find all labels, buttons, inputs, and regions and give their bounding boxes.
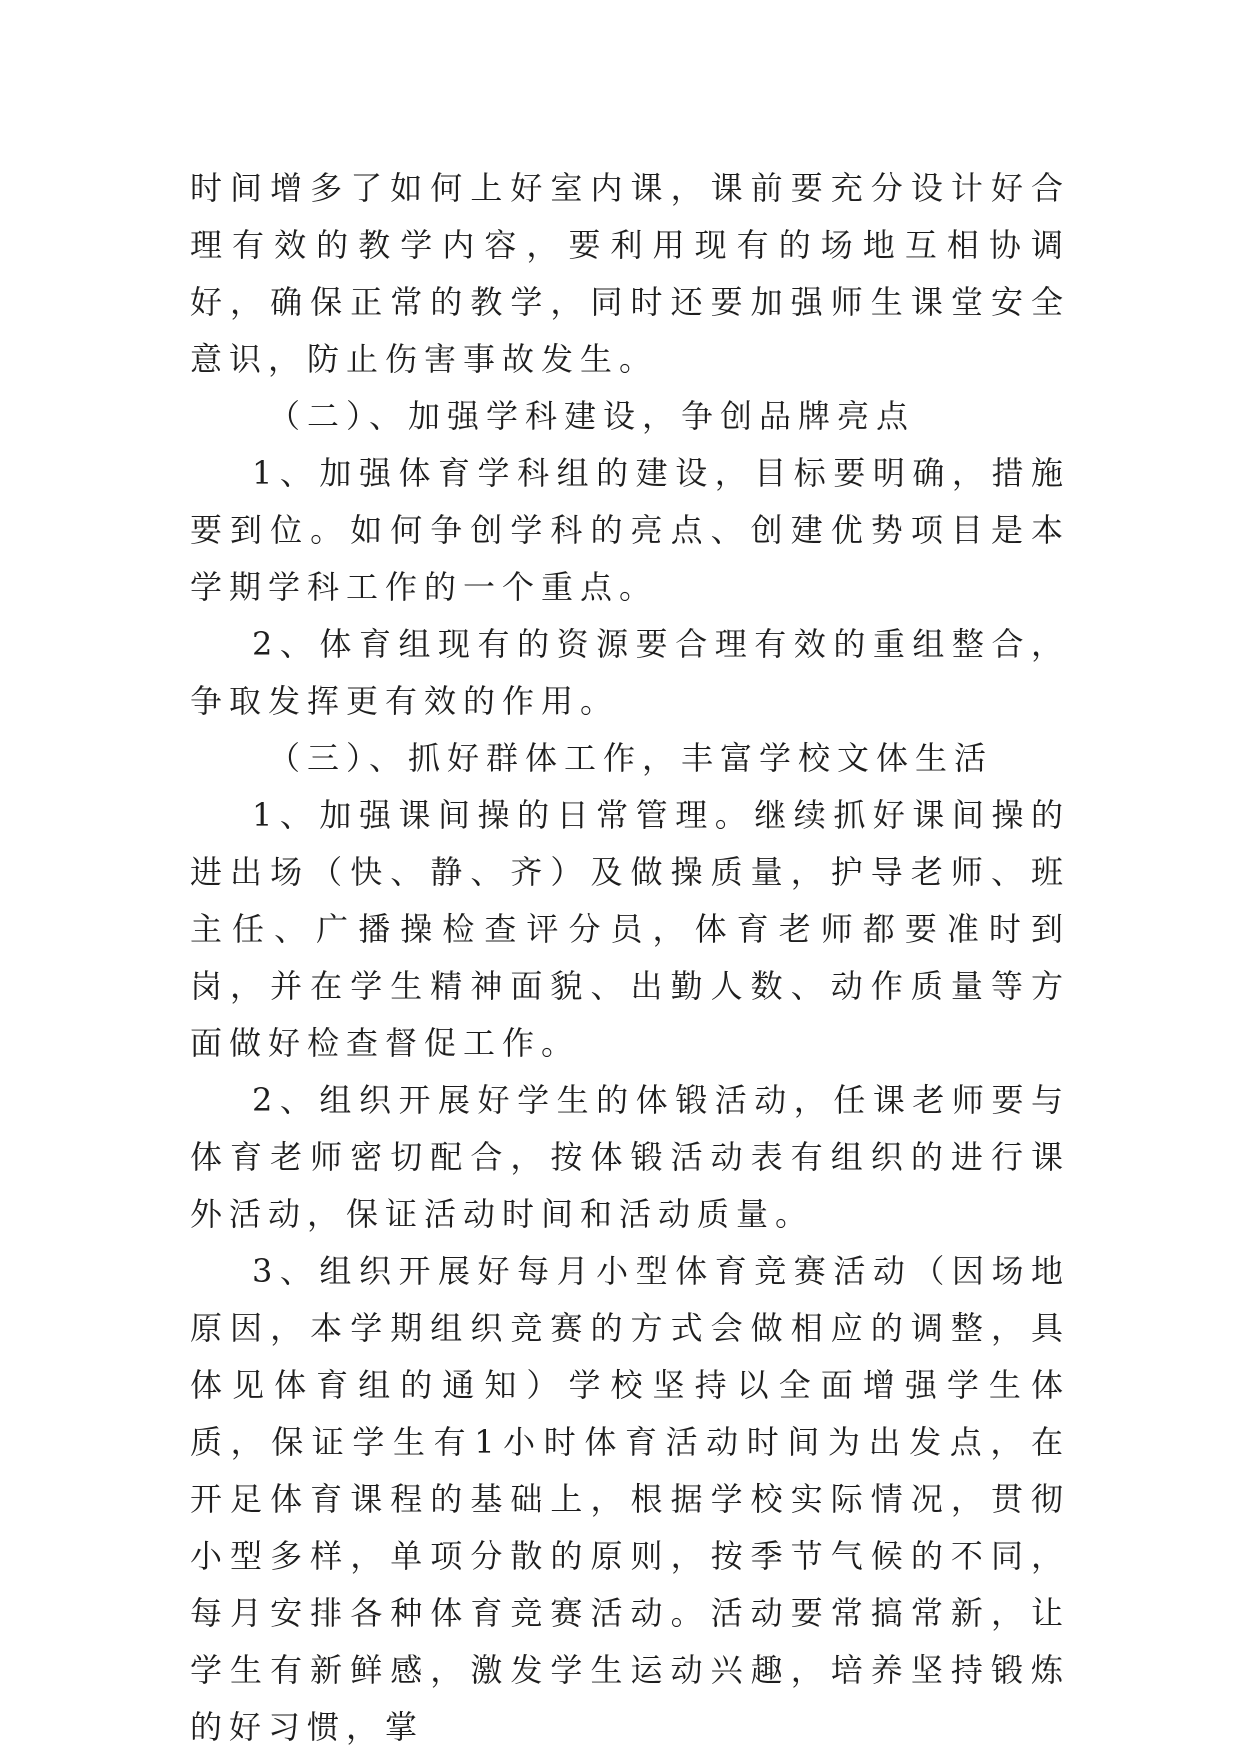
paragraph-item: 2、体育组现有的资源要合理有效的重组整合，争取发挥更有效的作用。	[190, 625, 1070, 720]
paragraph-item: 1、加强课间操的日常管理。继续抓好课间操的进出场（快、静、齐）及做操质量，护导老师、班主任、广播操检查评分员，体育老师都要准时到岗，并在学生精神面貌、出勤人数、动作质量等方面做好检查督促工作。	[190, 796, 1070, 1062]
paragraph-item: 3、组织开展好每月小型体育竞赛活动（因场地原因，本学期组织竞赛的方式会做相应的调整，具体见体育组的通知）学校坚持以全面增强学生体质，保证学生有1小时体育活动时间为出发点，在开足体育课程的基础上，根据学校实际情况，贯彻小型多样，单项分散的原则，按季节气候的不同，每月安排各种体育竞赛活动。活动要常搞常新，让学生有新鲜感，激发学生运动兴趣，培养坚持锻炼的好习惯，掌	[190, 1252, 1070, 1746]
paragraph-continued: 时间增多了如何上好室内课，课前要充分设计好合理有效的教学内容，要利用现有的场地互相协调好，确保正常的教学，同时还要加强师生课堂安全意识，防止伤害事故发生。	[190, 169, 1070, 378]
paragraph-item: 2、组织开展好学生的体锻活动，任课老师要与体育老师密切配合，按体锻活动表有组织的进行课外活动，保证活动时间和活动质量。	[190, 1081, 1070, 1233]
paragraph-item: 1、加强体育学科组的建设，目标要明确，措施要到位。如何争创学科的亮点、创建优势项目是本学期学科工作的一个重点。	[190, 454, 1070, 606]
section-heading-3: （三）、抓好群体工作，丰富学校文体生活	[268, 739, 994, 777]
section-heading-2: （二）、加强学科建设，争创品牌亮点	[268, 397, 916, 435]
document-body	[190, 160, 1070, 1756]
